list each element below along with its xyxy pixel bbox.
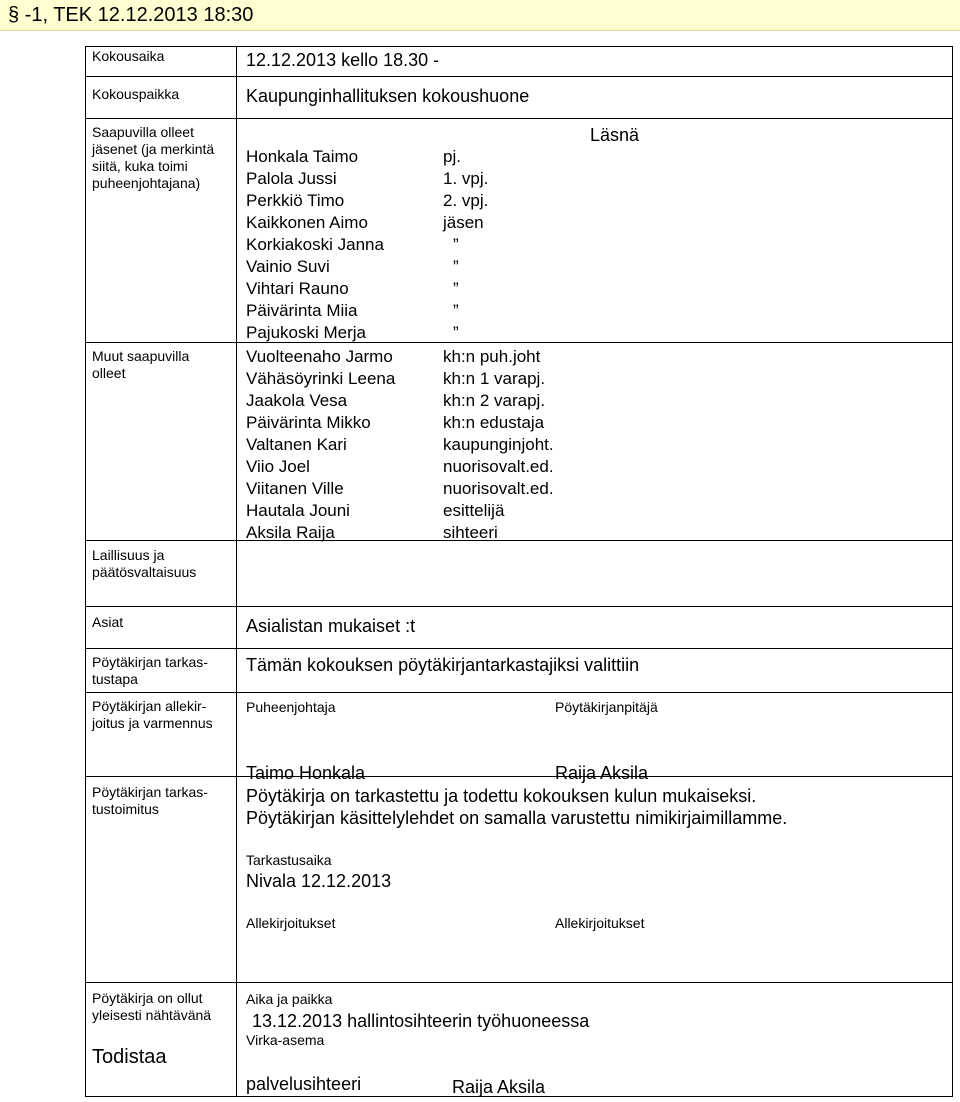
row-divider	[85, 648, 953, 649]
laillisuus-label	[92, 547, 196, 581]
label-line: tustapa	[92, 671, 138, 687]
kokouspaikka-label: Kokouspaikka	[92, 86, 180, 102]
virka-value: palvelusihteeri	[246, 1074, 362, 1094]
label-line: Pöytäkirjan allekir-	[92, 698, 207, 714]
label-line: siitä, kuka toimi	[92, 158, 188, 174]
todistaa-label: Todistaa	[92, 1046, 167, 1068]
tarkastapa-label	[92, 654, 208, 688]
attendee-name: Vuolteenaho Jarmo	[246, 347, 393, 366]
attendee-name: Jaakola Vesa	[246, 391, 348, 410]
label-line: Pöytäkirjan tarkas-	[92, 654, 208, 670]
member-name: Honkala Taimo	[246, 147, 359, 166]
allekirjoitus-label	[92, 698, 213, 732]
tarkastus-line-2: Pöytäkirjan käsittelylehdet on samalla varustettu nimikirjaimillamme.	[246, 808, 788, 828]
column-divider	[236, 46, 237, 1097]
kokouspaikka-value: Kaupunginhallituksen kokoushuone	[246, 86, 530, 106]
member-role: jäsen	[443, 213, 484, 232]
member-role: ”	[453, 323, 459, 342]
label-line: Pöytäkirja on ollut	[92, 990, 203, 1006]
signatures-right: Allekirjoitukset	[555, 915, 645, 931]
member-name: Päivärinta Miia	[246, 301, 358, 320]
member-name: Palola Jussi	[246, 169, 337, 188]
label-line: olleet	[92, 365, 126, 381]
row-divider	[85, 342, 953, 343]
member-role: pj.	[443, 147, 461, 166]
asiat-label: Asiat	[92, 614, 124, 630]
aika-value: 13.12.2013 hallintosihteerin työhuoneessa	[252, 1011, 590, 1031]
label-line: Saapuvilla olleet	[92, 124, 194, 140]
signatures-left: Allekirjoitukset	[246, 915, 336, 931]
column-divider	[952, 46, 953, 1097]
other-roles-list	[443, 346, 554, 544]
tarkastusaika-label: Tarkastusaika	[246, 852, 332, 868]
tarkastustoimitus-label	[92, 784, 208, 818]
row-divider	[85, 118, 953, 119]
member-name: Vainio Suvi	[246, 257, 330, 276]
attendee-role: nuorisovalt.ed.	[443, 457, 554, 476]
section-header-title: § -1, TEK 12.12.2013 18:30	[8, 4, 254, 26]
attendee-name: Viitanen Ville	[246, 479, 344, 498]
row-divider	[85, 76, 953, 77]
member-role: 1. vpj.	[443, 169, 489, 188]
attendee-role: kaupunginjoht.	[443, 435, 554, 454]
other-names-list	[246, 346, 395, 544]
label-line: Laillisuus ja	[92, 547, 165, 563]
member-name: Vihtari Rauno	[246, 279, 349, 298]
row-divider	[85, 982, 953, 983]
row-divider	[85, 46, 953, 47]
chair-title: Puheenjohtaja	[246, 699, 336, 715]
row-divider	[85, 606, 953, 607]
members-names-list	[246, 146, 384, 344]
label-line: Muut saapuvilla	[92, 348, 190, 364]
attendee-name: Vähäsöyrinki Leena	[246, 369, 396, 388]
secretary-name: Raija Aksila	[555, 763, 649, 783]
column-divider	[85, 46, 86, 1097]
label-line: jäsenet (ja merkintä	[92, 141, 215, 157]
section-header-bar	[0, 0, 960, 31]
members-roles-list	[443, 146, 488, 344]
member-role: ”	[453, 235, 459, 254]
attendee-name: Päivärinta Mikko	[246, 413, 371, 432]
member-name: Pajukoski Merja	[246, 323, 366, 342]
label-line: puheenjohtajana)	[92, 175, 201, 191]
chair-name: Taimo Honkala	[246, 763, 366, 783]
tarkastusaika-value: Nivala 12.12.2013	[246, 871, 392, 891]
attendee-role: kh:n puh.joht	[443, 347, 541, 366]
tarkastapa-value: Tämän kokouksen pöytäkirjantarkastajiksi valittiin	[246, 655, 640, 675]
row-divider	[85, 692, 953, 693]
member-role: 2. vpj.	[443, 191, 489, 210]
attendee-role: sihteeri	[443, 523, 498, 542]
attendee-role: kh:n edustaja	[443, 413, 545, 432]
label-line: päätösvaltaisuus	[92, 564, 197, 580]
kokousaika-label: Kokousaika	[92, 48, 165, 64]
secretary-title: Pöytäkirjanpitäjä	[555, 699, 658, 715]
asiat-value: Asialistan mukaiset :t	[246, 616, 416, 636]
tarkastus-line-1: Pöytäkirja on tarkastettu ja todettu kokouksen kulun mukaiseksi.	[246, 786, 757, 806]
member-name: Kaikkonen Aimo	[246, 213, 368, 232]
attendee-name: Valtanen Kari	[246, 435, 347, 454]
attendee-name: Viio Joel	[246, 457, 310, 476]
label-line: joitus ja varmennus	[92, 715, 213, 731]
attendee-name: Hautala Jouni	[246, 501, 350, 520]
member-role: ”	[453, 301, 459, 320]
muut-label	[92, 348, 189, 382]
label-line: Pöytäkirjan tarkas-	[92, 784, 208, 800]
nahtavana-signer: Raija Aksila	[452, 1077, 546, 1097]
member-name: Korkiakoski Janna	[246, 235, 384, 254]
label-line: tustoimitus	[92, 801, 159, 817]
attendee-role: kh:n 2 varapj.	[443, 391, 546, 410]
member-role: ”	[453, 279, 459, 298]
attendee-role: kh:n 1 varapj.	[443, 369, 546, 388]
attendee-role: esittelijä	[443, 501, 505, 520]
attendee-role: nuorisovalt.ed.	[443, 479, 554, 498]
member-name: Perkkiö Timo	[246, 191, 345, 210]
member-role: ”	[453, 257, 459, 276]
row-divider	[85, 776, 953, 777]
nahtavana-label	[92, 990, 211, 1024]
kokousaika-value: 12.12.2013 kello 18.30 -	[246, 50, 440, 70]
attendee-name: Aksila Raija	[246, 523, 335, 542]
label-line: yleisesti nähtävänä	[92, 1007, 212, 1023]
virka-label: Virka-asema	[246, 1032, 325, 1048]
saapuvilla-label	[92, 124, 214, 192]
lasna-heading: Läsnä	[590, 125, 640, 145]
aika-label: Aika ja paikka	[246, 991, 333, 1007]
